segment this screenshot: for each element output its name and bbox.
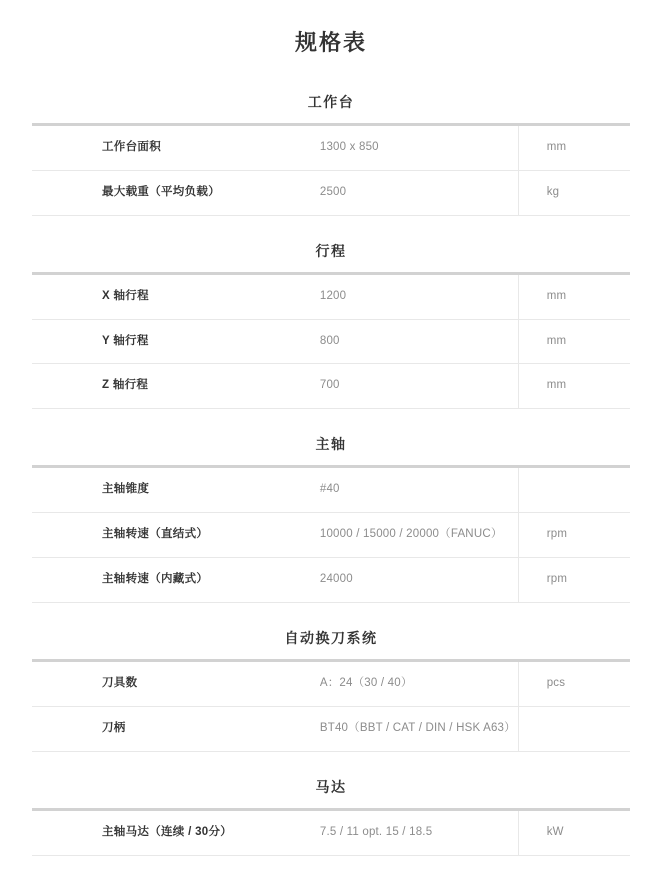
spec-table xyxy=(32,272,630,409)
spec-unit: mm xyxy=(546,379,567,392)
spec-value: BT40（BBT / CAT / DIN / HSK A63） xyxy=(306,706,518,751)
spec-section xyxy=(32,435,630,603)
spec-label: 刀具数 xyxy=(102,677,138,690)
table-row xyxy=(32,319,630,364)
spec-value: 10000 / 15000 / 20000（FANUC） xyxy=(306,513,518,558)
spec-unit: pcs xyxy=(546,677,566,690)
table-row xyxy=(32,558,630,603)
spec-label: 工作台面积 xyxy=(102,140,161,153)
table-row xyxy=(32,809,630,855)
table-row xyxy=(32,364,630,409)
spec-section xyxy=(32,778,630,856)
spec-label: 主轴转速（直结式） xyxy=(102,528,209,541)
spec-label: 主轴转速（内藏式） xyxy=(102,573,209,586)
spec-label: X 轴行程 xyxy=(102,289,149,302)
spec-value: 24000 xyxy=(306,558,518,603)
spec-label: Z 轴行程 xyxy=(102,379,149,392)
spec-unit: kg xyxy=(546,185,560,198)
spec-unit: mm xyxy=(546,334,567,347)
spec-table xyxy=(32,465,630,602)
spec-label: 主轴锥度 xyxy=(102,483,150,496)
table-row xyxy=(32,706,630,751)
spec-label: Y 轴行程 xyxy=(102,334,149,347)
spec-unit: rpm xyxy=(546,528,568,541)
page-title: 规格表 xyxy=(294,30,367,55)
spec-value: 1300 x 850 xyxy=(306,124,518,170)
spec-unit: mm xyxy=(546,289,567,302)
spec-table xyxy=(32,808,630,856)
section-title: 主轴 xyxy=(315,436,347,453)
spec-unit: rpm xyxy=(546,573,568,586)
section-title: 行程 xyxy=(315,242,347,259)
spec-unit xyxy=(518,706,630,751)
table-row xyxy=(32,513,630,558)
spec-table xyxy=(32,659,630,752)
spec-value: 1200 xyxy=(306,273,518,319)
spec-label: 最大载重（平均负载） xyxy=(102,185,220,198)
spec-label: 主轴马达（连续 / 30分） xyxy=(102,825,233,838)
spec-unit: kW xyxy=(546,825,564,838)
table-row xyxy=(32,273,630,319)
spec-section xyxy=(32,629,630,752)
spec-value: A：24（30 / 40） xyxy=(306,661,518,707)
spec-value: 7.5 / 11 opt. 15 / 18.5 xyxy=(306,809,518,855)
spec-label: 刀柄 xyxy=(102,721,126,734)
table-row xyxy=(32,661,630,707)
spec-value: 800 xyxy=(306,319,518,364)
section-title: 马达 xyxy=(315,778,347,795)
table-row xyxy=(32,170,630,215)
section-title: 工作台 xyxy=(307,93,355,110)
spec-sections xyxy=(32,93,630,856)
spec-section xyxy=(32,93,630,216)
spec-value: 700 xyxy=(306,364,518,409)
spec-unit: mm xyxy=(546,140,567,153)
section-title: 自动换刀系统 xyxy=(284,629,378,646)
spec-table xyxy=(32,123,630,216)
spec-sheet-page xyxy=(0,28,662,856)
spec-value: #40 xyxy=(306,467,518,513)
spec-value: 2500 xyxy=(306,170,518,215)
spec-unit xyxy=(518,467,630,513)
table-row xyxy=(32,467,630,513)
table-row xyxy=(32,124,630,170)
spec-section xyxy=(32,242,630,410)
